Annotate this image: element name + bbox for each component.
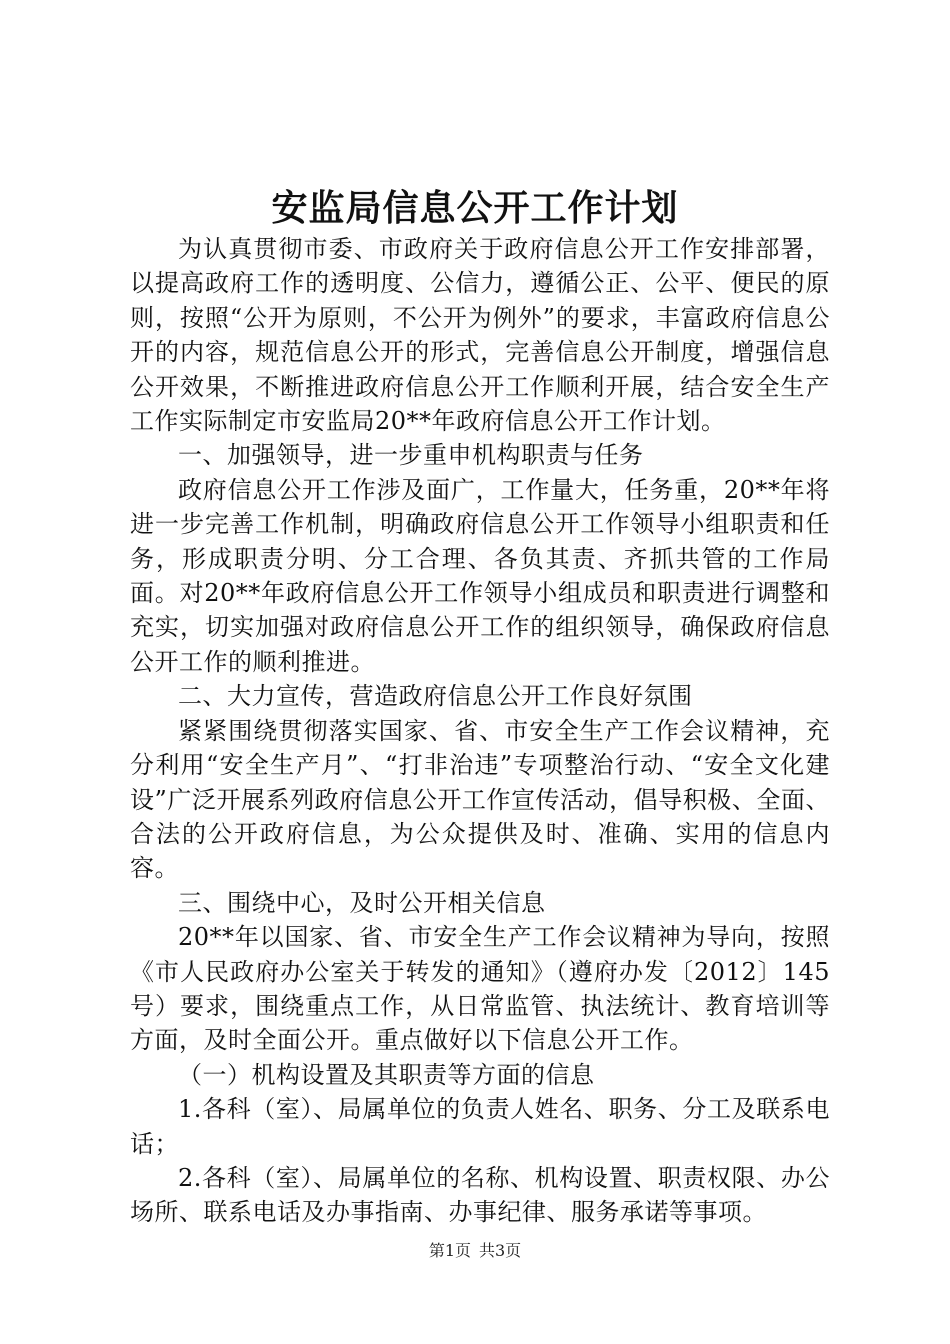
subsection-heading-1: （一）机构设置及其职责等方面的信息 bbox=[178, 1060, 595, 1089]
list-item-1: 1.各科（室）、局属单位的负责人姓名、职务、分工及联系电话； bbox=[130, 1095, 830, 1158]
section-heading-2: 二、大力宣传，营造政府信息公开工作良好氛围 bbox=[178, 682, 693, 711]
list-item-2: 2.各科（室）、局属单位的名称、机构设置、职责权限、办公场所、联系电话及办事指南、办事纪律、服务承诺等事项。 bbox=[130, 1163, 830, 1227]
paragraph-section-1: 政府信息公开工作涉及面广，工作量大，任务重，20**年将进一步完善工作机制，明确政府信息公开工作领导小组职责和任务，形成职责分明、分工合理、各负其责、齐抓共管的工作局面。对20**年政府信息公开工作领导小组成员和职责进行调整和充实，切实加强对政府信息公开工作的组织领导，确保政府信息公开工作的顺利推进。 bbox=[130, 475, 830, 676]
document-title: 安监局信息公开工作计划 bbox=[271, 188, 679, 229]
section-heading-3: 三、围绕中心，及时公开相关信息 bbox=[178, 888, 546, 917]
paragraph-intro: 为认真贯彻市委、市政府关于政府信息公开工作安排部署，以提高政府工作的透明度、公信力，遵循公正、公平、便民的原则，按照“公开为原则，不公开为例外”的要求，丰富政府信息公开的内容，规范信息公开的形式，完善信息公开制度，增强信息公开效果，不断推进政府信息公开工作顺利开展，结合安全生产工作实际制定市安监局20**年政府信息公开工作计划。 bbox=[130, 235, 830, 436]
page-number: 第1页 bbox=[428, 1241, 471, 1260]
page-total: 共3页 bbox=[479, 1241, 522, 1260]
paragraph-section-2: 紧紧围绕贯彻落实国家、省、市安全生产工作会议精神，充分利用“安全生产月”、“打非治违”专项整治行动、“安全文化建设”广泛开展系列政府信息公开工作宣传活动，倡导积极、全面、合法的公开政府信息，为公众提供及时、准确、实用的信息内容。 bbox=[130, 716, 830, 883]
section-heading-1: 一、加强领导，进一步重申机构职责与任务 bbox=[178, 441, 644, 470]
paragraph-section-3: 20**年以国家、省、市安全生产工作会议精神为导向，按照《市人民政府办公室关于转发的通知》（遵府办发〔2012〕145号）要求，围绕重点工作，从日常监管、执法统计、教育培训等方面，及时全面公开。重点做好以下信息公开工作。 bbox=[130, 923, 830, 1055]
document-body bbox=[130, 232, 830, 1230]
page-footer bbox=[0, 1240, 950, 1262]
